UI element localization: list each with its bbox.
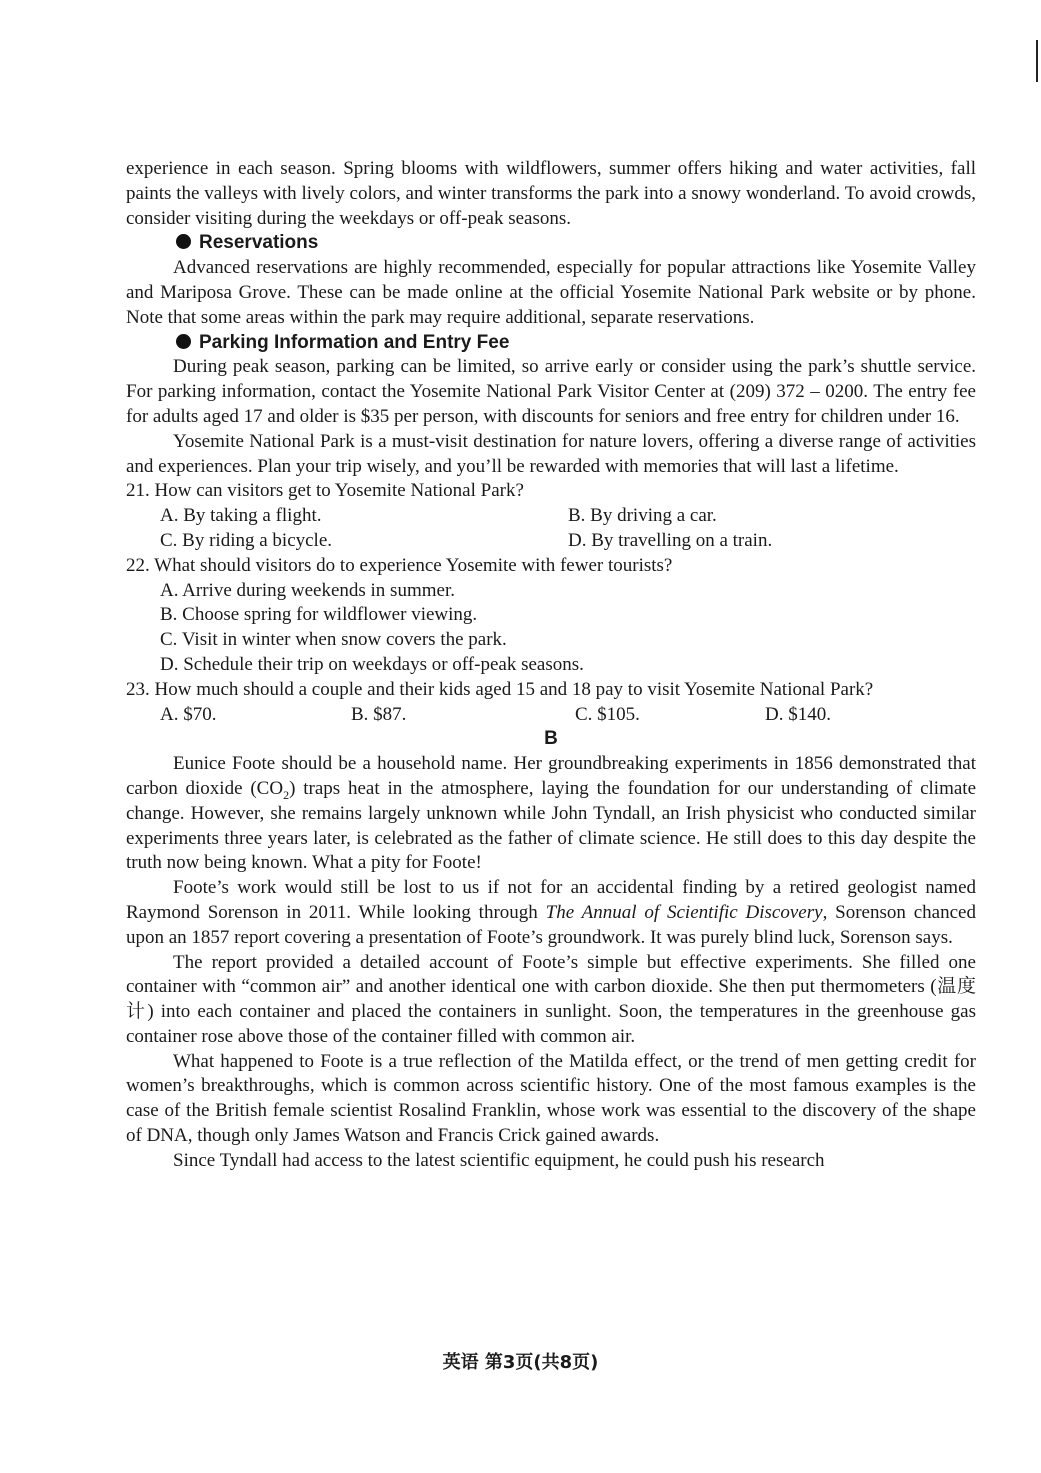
heading-parking xyxy=(126,331,976,356)
option-23-b: B. $87. xyxy=(351,703,407,725)
paragraph-b-1 xyxy=(126,752,976,876)
question-22-stem: 22. What should visitors do to experience Yosemite with fewer tourists? xyxy=(126,554,673,576)
option-21-b: B. By driving a car. xyxy=(568,505,717,527)
paragraph-b-5: Since Tyndall had access to the latest scientific equipment, he could push his research xyxy=(173,1149,825,1171)
paragraph-b-3: The report provided a detailed account of Foote’s simple but effective experiments. She filled one container with “common air” and another identical one with carbon dioxide. She then put thermometers (温度计) into each container and placed the containers in sunlight. Soon, the temperatures in the greenhouse gas container rose above those of the container filled with common air. xyxy=(126,951,976,1047)
exam-page-content xyxy=(126,157,976,1174)
paragraph-b-4: What happened to Foote is a true reflection of the Matilda effect, or the trend of men getting credit for women’s breakthroughs, which is common across scientific history. One of the most famous examples is the case of the British female scientist Rosalind Franklin, whose work was essential to the discovery of the shape of DNA, though only James Watson and Francis Crick gained awards. xyxy=(126,1050,976,1147)
option-23-a: A. $70. xyxy=(160,703,217,725)
paragraph-b-1-text-a: Eunice Foote should be a household name. Her groundbreaking experiments in 1856 demonstrated that carbon dioxide (CO xyxy=(126,753,976,799)
option-22-b: B. Choose spring for wildflower viewing. xyxy=(160,604,478,626)
paragraph-conclusion: Yosemite National Park is a must-visit destination for nature lovers, offering a diverse range of activities and experiences. Plan your trip wisely, and you’ll be rewarded with memories that will last a lifetime. xyxy=(126,430,976,477)
option-21-d: D. By travelling on a train. xyxy=(568,529,773,551)
bullet-dot-icon xyxy=(176,334,191,349)
question-21-options-row-1 xyxy=(126,504,976,529)
journal-title: The Annual of Scientific Discovery xyxy=(545,901,823,923)
paragraph-parking: During peak season, parking can be limited, so arrive early or consider using the park’s shuttle service. For parking information, contact the Yosemite National Park Visitor Center at (209) 372 – 0200. The entry fee for adults aged 17 and older is $35 per person, with discounts for seniors and free entry for children under 16. xyxy=(126,356,976,427)
section-b-label: B xyxy=(544,728,558,750)
option-21-a: A. By taking a flight. xyxy=(160,505,322,527)
paragraph-b-2-text-a: Foote’s work would still be lost to us if not for an accidental finding by a retired geologist named Raymond Sorenson in 2011. While looking through xyxy=(126,877,976,923)
option-21-c: C. By riding a bicycle. xyxy=(160,529,333,551)
paragraph-seasons: experience in each season. Spring blooms with wildflowers, summer offers hiking and water activities, fall paints the valleys with lively colors, and winter transforms the park into a snowy wonderland. To avoid crowds, consider visiting during the weekdays or off-peak seasons. xyxy=(126,158,976,229)
question-23-options-row xyxy=(126,703,976,728)
option-23-c: C. $105. xyxy=(575,703,640,725)
paragraph-b-1-text-b: ) traps heat in the atmosphere, laying the foundation for our understanding of climate change. However, she remains largely unknown while John Tyndall, an Irish physicist who conducted similar experiments three years later, is celebrated as the father of climate science. He still does to this day despite the truth now being known. What a pity for Foote! xyxy=(126,777,976,874)
question-21-stem: 21. How can visitors get to Yosemite National Park? xyxy=(126,480,524,502)
co2-subscript: 2 xyxy=(283,787,290,802)
question-21-options-row-2 xyxy=(126,529,976,554)
heading-parking-label: Parking Information and Entry Fee xyxy=(199,331,510,353)
question-23-stem: 23. How much should a couple and their kids aged 15 and 18 pay to visit Yosemite National Park? xyxy=(126,678,874,700)
paragraph-b-2 xyxy=(126,876,976,950)
heading-reservations-label: Reservations xyxy=(199,232,319,254)
option-23-d: D. $140. xyxy=(765,703,831,725)
option-22-c: C. Visit in winter when snow covers the park. xyxy=(160,629,507,651)
page-edge-mark xyxy=(1036,40,1038,82)
page-footer: 英语 第3页(共8页) xyxy=(442,1352,599,1373)
paragraph-reservations: Advanced reservations are highly recommended, especially for popular attractions like Yosemite Valley and Mariposa Grove. These can be made online at the official Yosemite National Park website or by phone. Note that some areas within the park may require additional, separate reservations. xyxy=(126,257,976,328)
heading-reservations xyxy=(126,231,976,256)
paragraph-b-2-text-b: , Sorenson chanced upon an 1857 report covering a presentation of Foote’s groundwork. It was purely blind luck, Sorenson says. xyxy=(126,901,976,948)
option-22-a: A. Arrive during weekends in summer. xyxy=(160,579,455,601)
option-22-d: D. Schedule their trip on weekdays or off-peak seasons. xyxy=(160,653,584,675)
bullet-dot-icon xyxy=(176,234,191,249)
